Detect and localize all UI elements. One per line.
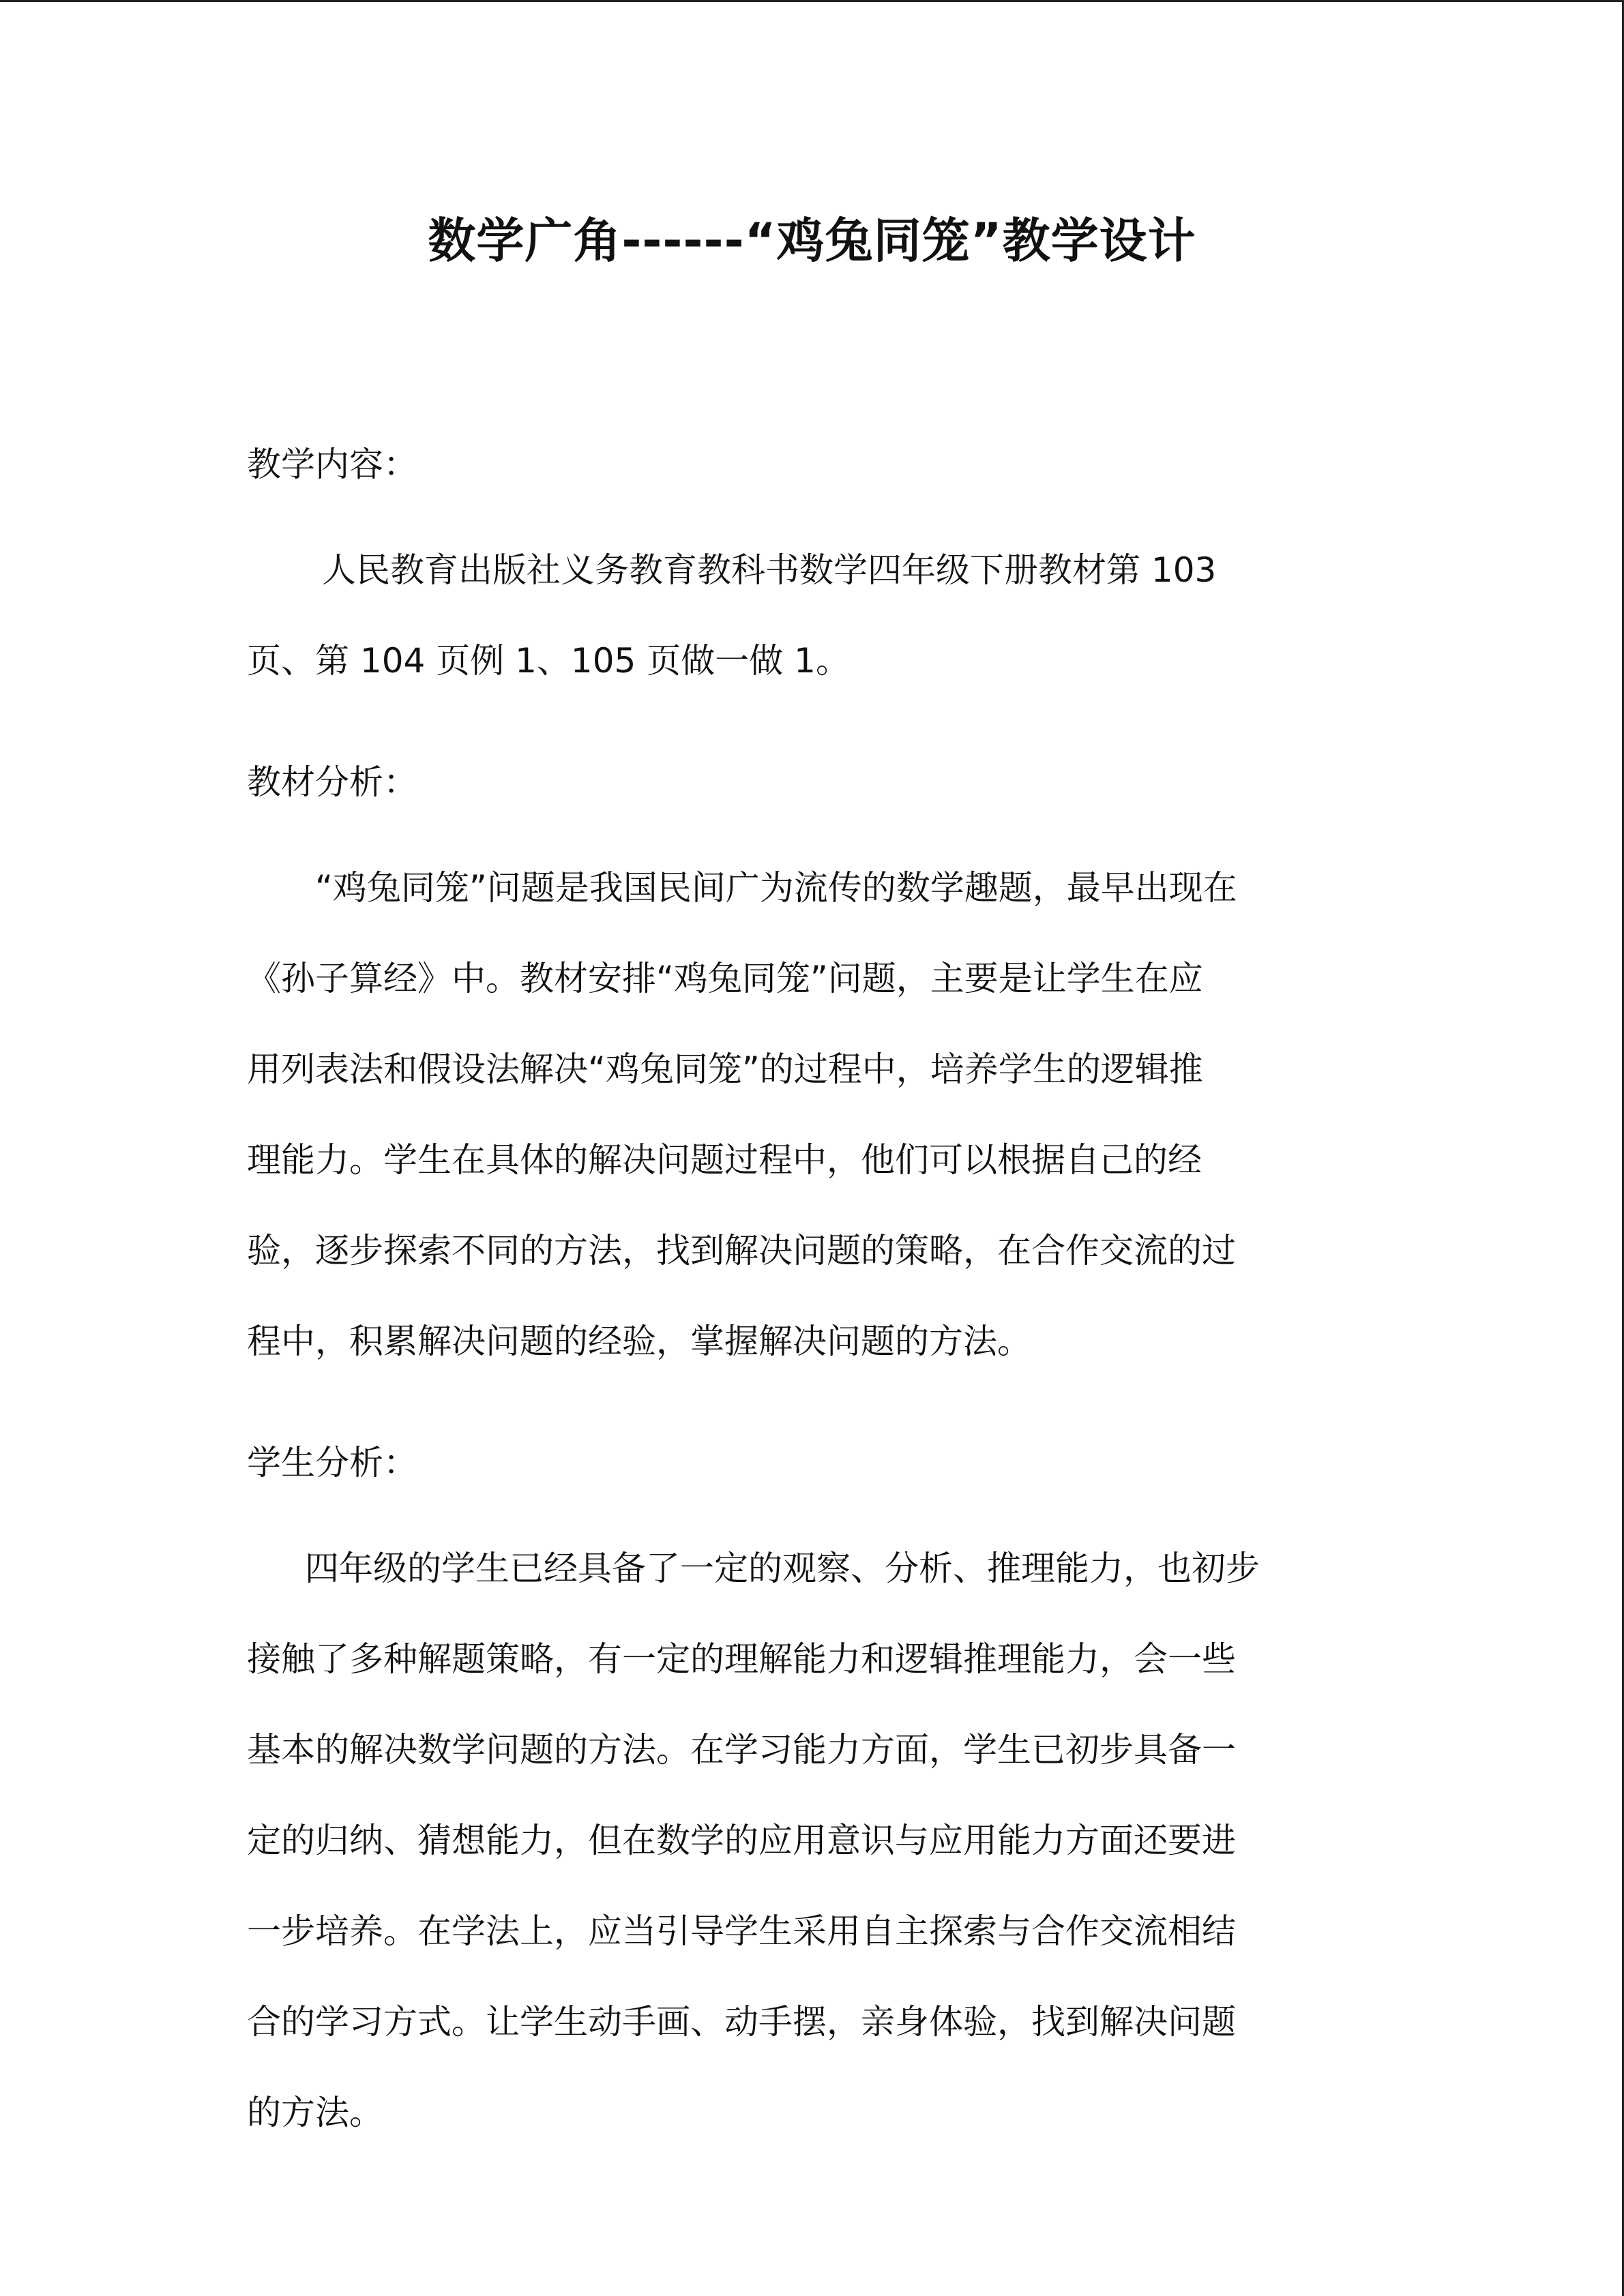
paragraph-line: 定的归纳、猜想能力，但在数学的应用意识与应用能力方面还要进	[247, 1821, 1236, 1860]
paragraph-line: 基本的解决数学问题的方法。在学习能力方面，学生已初步具备一	[247, 1730, 1236, 1770]
section-paragraph-content	[247, 525, 1379, 706]
section-heading-content: 教学内容：	[247, 445, 417, 484]
paragraph-line: 合的学习方式。让学生动手画、动手摆，亲身体验，找到解决问题	[247, 2002, 1236, 2042]
document-body	[247, 434, 1379, 2203]
paragraph-line: 人民教育出版社义务教育教科书数学四年级下册教材第 103	[322, 550, 1217, 590]
paragraph-line: 验，逐步探索不同的方法，找到解决问题的策略，在合作交流的过	[247, 1231, 1236, 1270]
paragraph-line: 页、第 104 页例 1、105 页做一做 1。	[247, 641, 850, 681]
section-paragraph-textbook-analysis	[247, 843, 1379, 1387]
paragraph-line: 的方法。	[247, 2093, 383, 2132]
paragraph-line: 理能力。学生在具体的解决问题过程中，他们可以根据自己的经	[247, 1140, 1202, 1180]
paragraph-line: 用列表法和假设法解决“鸡兔同笼”的过程中，培养学生的逻辑推	[247, 1049, 1203, 1089]
paragraph-line: 接触了多种解题策略，有一定的理解能力和逻辑推理能力，会一些	[247, 1639, 1236, 1679]
paragraph-line: 一步培养。在学法上，应当引导学生采用自主探索与合作交流相结	[247, 1911, 1236, 1951]
section-heading-textbook-analysis: 教材分析：	[247, 762, 417, 802]
paragraph-line: 四年级的学生已经具备了一定的观察、分析、推理能力，也初步	[305, 1549, 1260, 1588]
section-heading-student-analysis: 学生分析：	[247, 1443, 417, 1482]
section-paragraph-student-analysis	[247, 1523, 1379, 2158]
document-title: 数学广角------“鸡兔同笼”教学设计	[428, 213, 1196, 269]
paragraph-line: 程中，积累解决问题的经验，掌握解决问题的方法。	[247, 1322, 1031, 1361]
paragraph-line: “鸡兔同笼”问题是我国民间广为流传的数学趣题，最早出现在	[315, 868, 1237, 908]
paragraph-line: 《孙子算经》中。教材安排“鸡兔同笼”问题，主要是让学生在应	[247, 959, 1203, 998]
